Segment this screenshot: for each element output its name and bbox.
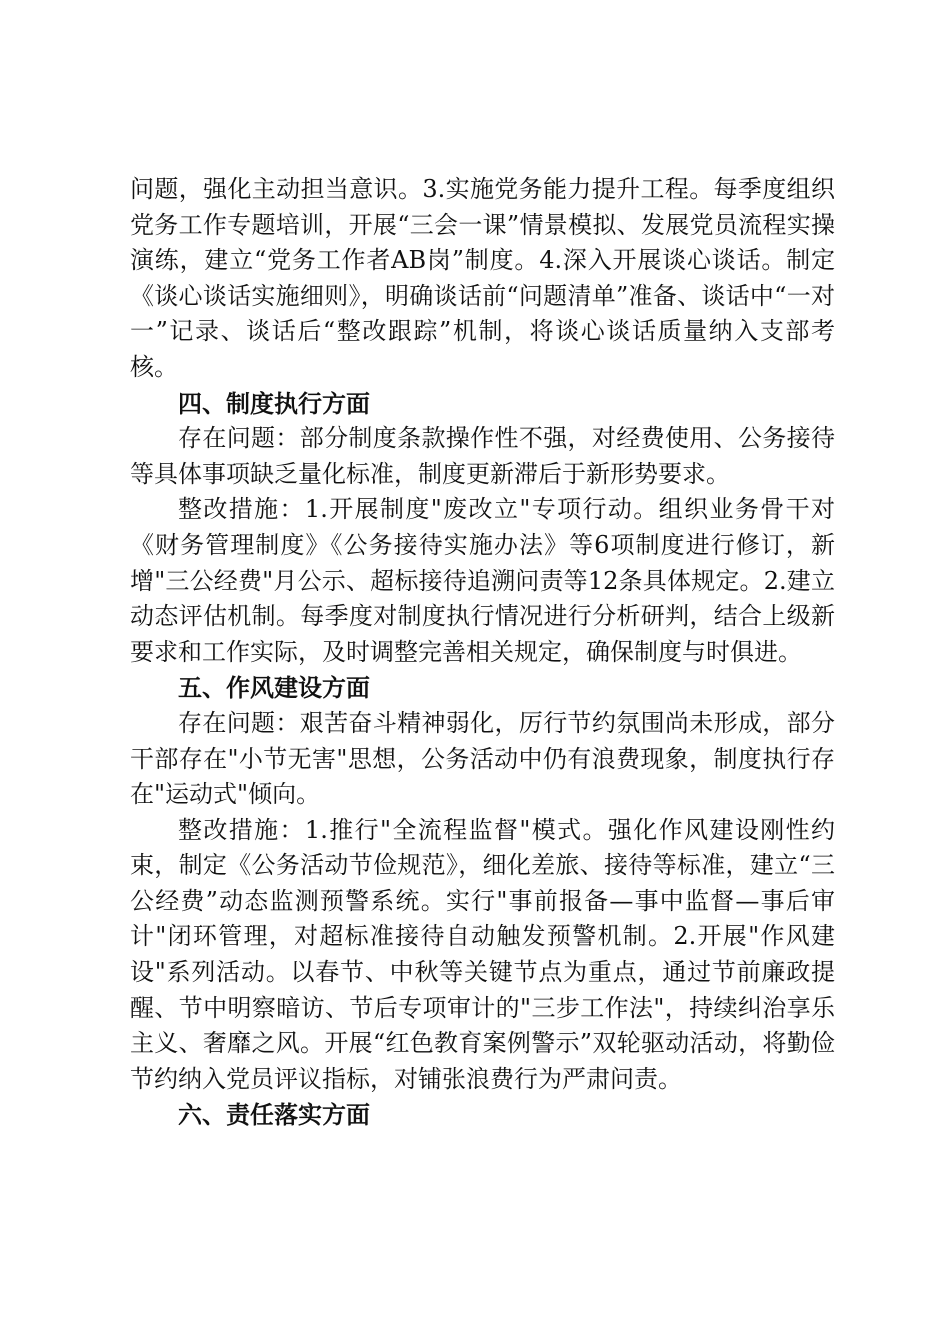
section-heading: 六、责任落实方面 bbox=[178, 1100, 370, 1130]
body-paragraph: 存在问题：部分制度条款操作性不强，对经费使用、公务接待等具体事项缺乏量化标准，制度更新滞后于新形势要求。 bbox=[130, 424, 835, 488]
body-paragraph: 整改措施：1.开展制度"废改立"专项行动。组织业务骨干对《财务管理制度》《公务接待实施办法》等6项制度进行修订，新增"三公经费"月公示、超标接待追溯问责等12条具体规定。2.建立动态评估机制。每季度对制度执行情况进行分析研判，结合上级新要求和工作实际，及时调整完善相关规定，确保制度与时俱进。 bbox=[130, 495, 835, 666]
body-paragraph: 整改措施：1.推行"全流程监督"模式。强化作风建设刚性约束，制定《公务活动节俭规范》，细化差旅、接待等标准，建立“三公经费”动态监测预警系统。实行"事前报备—事中监督—事后审计"闭环管理，对超标准接待自动触发预警机制。2.开展"作风建设"系列活动。以春节、中秋等关键节点为重点，通过节前廉政提醒、节中明察暗访、节后专项审计的"三步工作法"，持续纠治享乐主义、奢靡之风。开展“红色教育案例警示”双轮驱动活动，将勤俭节约纳入党员评议指标，对铺张浪费行为严肃问责。 bbox=[130, 815, 835, 1093]
document-body bbox=[130, 172, 835, 1133]
section-heading: 四、制度执行方面 bbox=[178, 388, 370, 418]
body-paragraph: 问题，强化主动担当意识。3.实施党务能力提升工程。每季度组织党务工作专题培训，开展“三会一课”情景模拟、发展党员流程实操演练，建立“党务工作者AB岗”制度。4.深入开展谈心谈话。制定《谈心谈话实施细则》，明确谈话前“问题清单”准备、谈话中“一对一”记录、谈话后“整改跟踪”机制，将谈心谈话质量纳入支部考核。 bbox=[130, 175, 835, 381]
section-heading: 五、作风建设方面 bbox=[178, 673, 370, 703]
body-paragraph: 存在问题：艰苦奋斗精神弱化，厉行节约氛围尚未形成，部分干部存在"小节无害"思想，公务活动中仍有浪费现象，制度执行存在"运动式"倾向。 bbox=[130, 708, 835, 809]
